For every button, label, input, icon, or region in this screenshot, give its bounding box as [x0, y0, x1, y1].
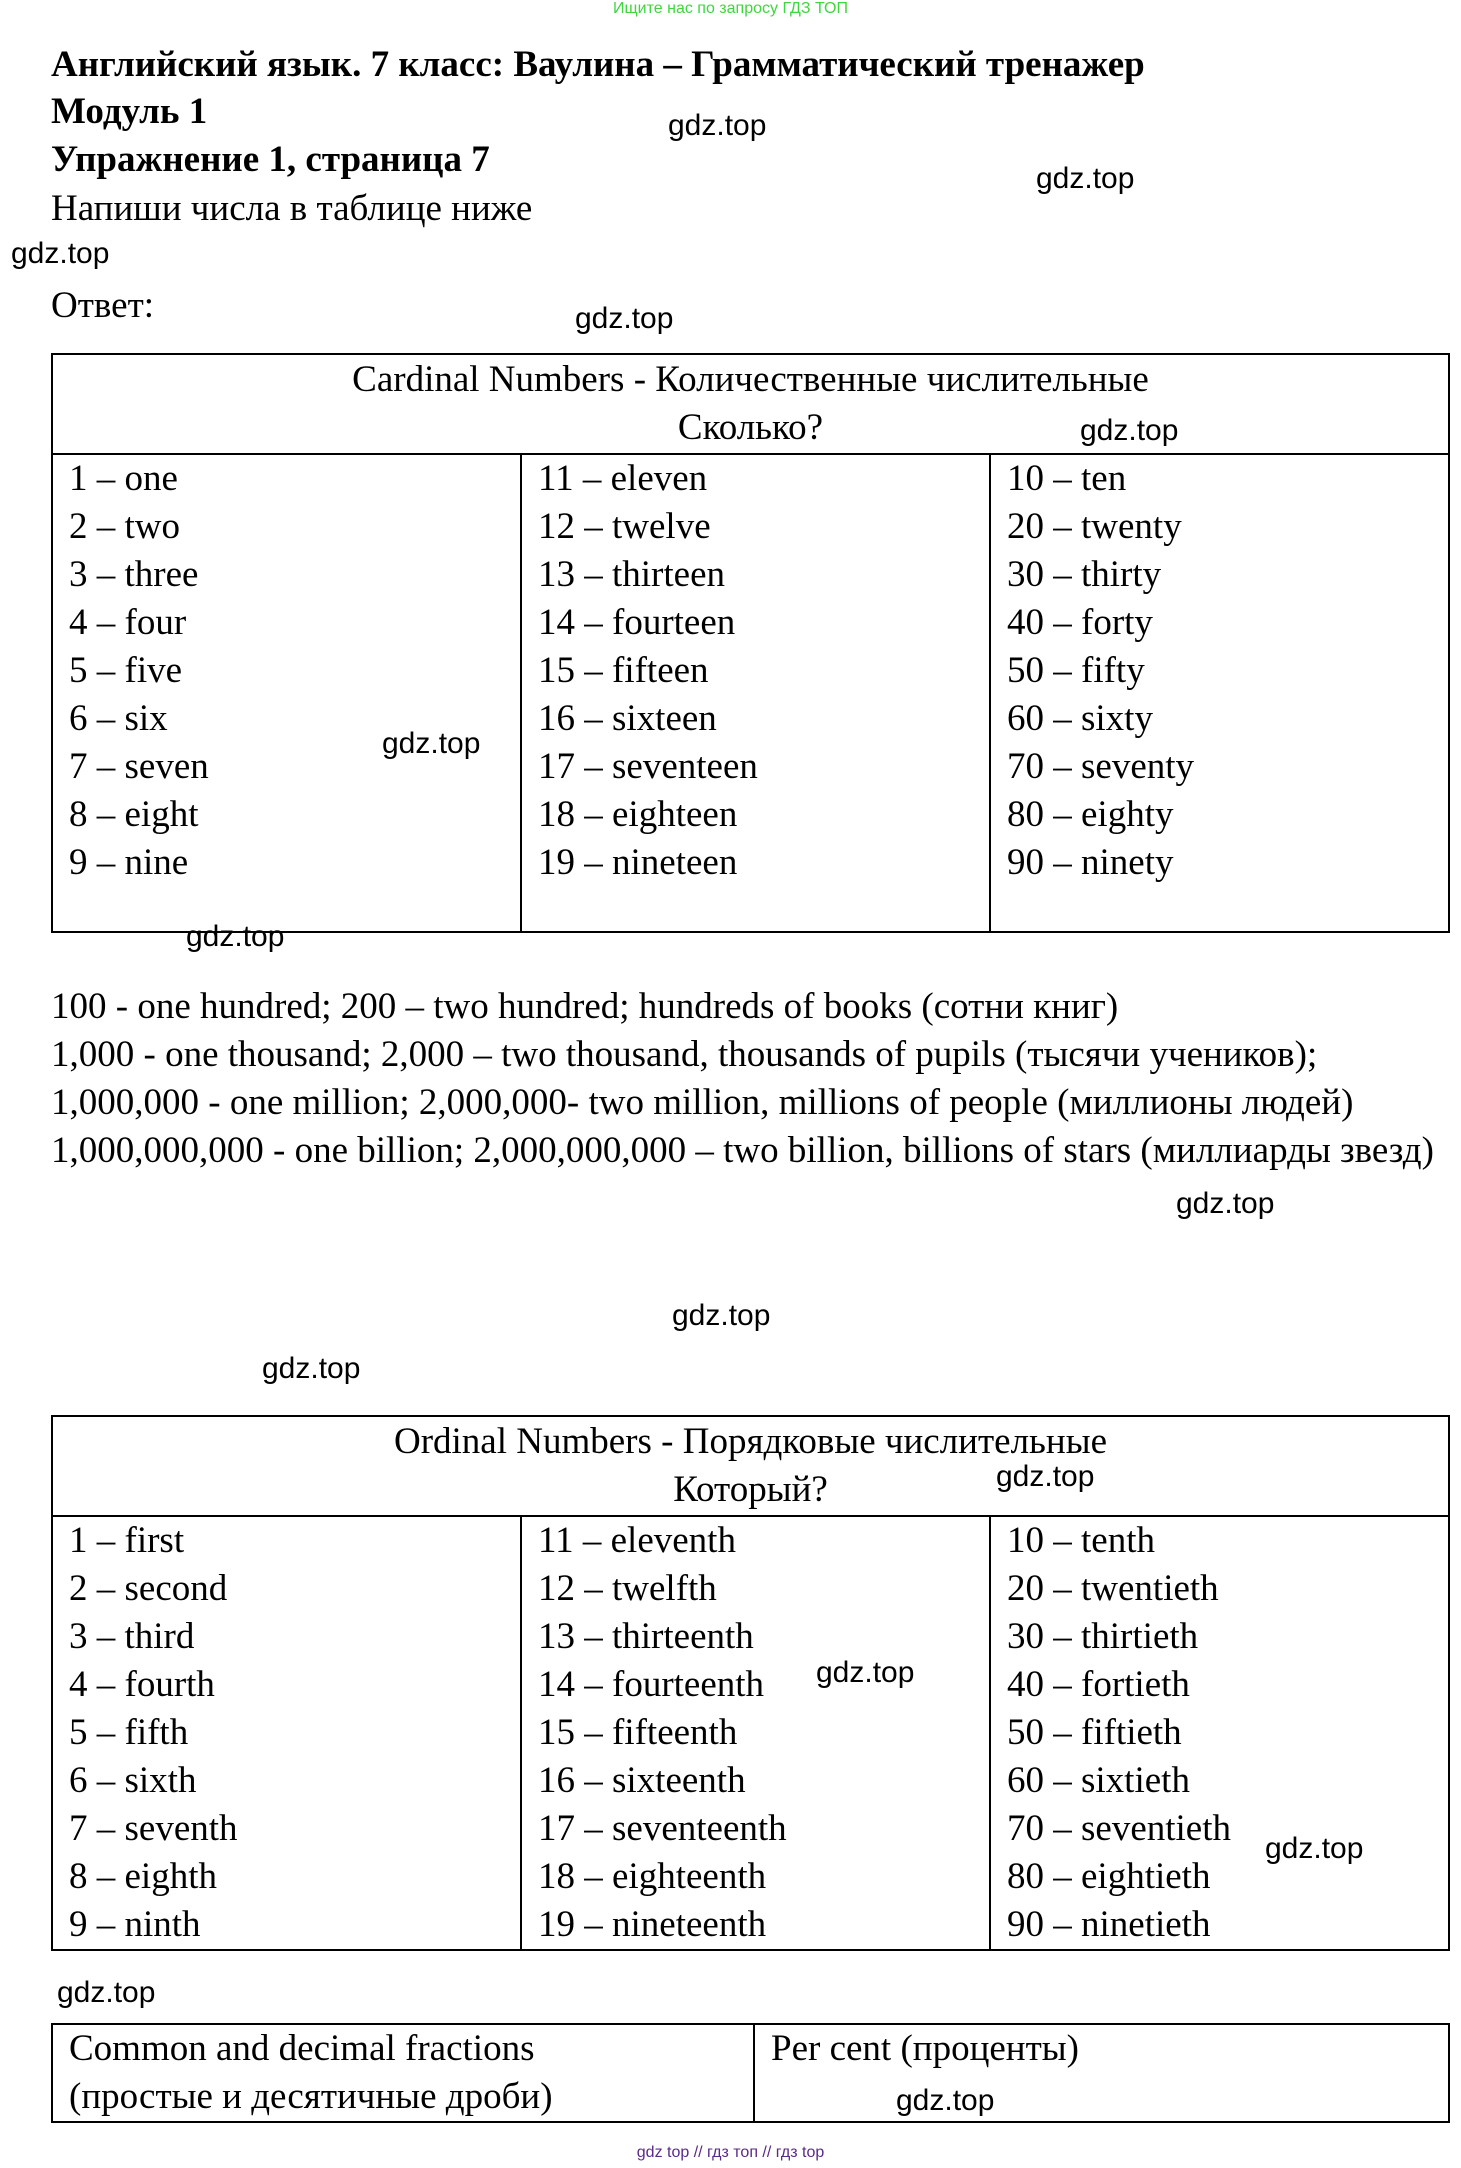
top-banner[interactable]: Ищите нас по запросу ГДЗ ТОП — [613, 0, 848, 17]
number-entry: 16 – sixteenth — [538, 1760, 746, 1801]
number-entry: 40 – forty — [1007, 602, 1153, 643]
module-heading: Модуль 1 — [51, 91, 208, 132]
number-entry: 19 – nineteen — [538, 842, 738, 883]
number-entry: 90 – ninety — [1007, 842, 1174, 883]
large-numbers-text — [51, 983, 1450, 1175]
cardinal-body — [52, 454, 1449, 932]
answer-label: Ответ: — [51, 285, 155, 326]
watermark: gdz.top — [382, 727, 481, 760]
task-text: Напиши числа в таблице ниже — [51, 188, 533, 229]
number-entry: 11 – eleven — [538, 458, 708, 499]
number-entry: 12 – twelve — [538, 506, 711, 547]
number-entry: 4 – fourth — [69, 1664, 215, 1705]
number-entry: 5 – five — [69, 650, 183, 691]
number-entry: 9 – nine — [69, 842, 189, 883]
number-entry: 50 – fiftieth — [1007, 1712, 1182, 1753]
watermark: gdz.top — [1080, 414, 1179, 447]
number-entry: 15 – fifteenth — [538, 1712, 738, 1753]
number-entry: 8 – eighth — [69, 1856, 217, 1897]
number-entry: 11 – eleventh — [538, 1520, 736, 1561]
watermark: gdz.top — [672, 1299, 771, 1332]
number-entry: 40 – fortieth — [1007, 1664, 1190, 1705]
fractions-cell — [52, 2024, 754, 2122]
number-entry: 7 – seventh — [69, 1808, 238, 1849]
fractions-label: Common and decimal fractions — [69, 2028, 535, 2069]
ordinal-header — [52, 1416, 1449, 1516]
page-title: Английский язык. 7 класс: Ваулина – Грамматический тренажер — [51, 44, 1145, 85]
number-entry: 12 – twelfth — [538, 1568, 717, 1609]
watermark: gdz.top — [896, 2084, 995, 2117]
cardinal-column — [521, 454, 990, 932]
footer-links[interactable]: gdz top // гдз топ // гдз top — [636, 2144, 825, 2161]
number-entry: 10 – ten — [1007, 458, 1127, 499]
number-entry: 19 – nineteenth — [538, 1904, 767, 1945]
watermark: gdz.top — [1176, 1187, 1275, 1220]
percent-cell: Per cent (проценты) — [754, 2024, 1449, 2122]
number-entry: 60 – sixty — [1007, 698, 1153, 739]
number-entry: 20 – twenty — [1007, 506, 1182, 547]
number-entry: 30 – thirty — [1007, 554, 1162, 595]
number-entry: 1 – one — [69, 458, 178, 499]
cardinal-question: Сколько? — [677, 407, 824, 448]
watermark: gdz.top — [575, 302, 674, 335]
watermark: gdz.top — [816, 1656, 915, 1689]
number-entry: 3 – three — [69, 554, 199, 595]
number-entry: 13 – thirteenth — [538, 1616, 754, 1657]
number-entry: 30 – thirtieth — [1007, 1616, 1199, 1657]
fractions-label-ru: (простые и десятичные дроби) — [69, 2076, 553, 2117]
watermark: gdz.top — [186, 920, 285, 953]
number-entry: 50 – fifty — [1007, 650, 1145, 691]
ordinal-table — [51, 1415, 1450, 1951]
number-entry: 90 – ninetieth — [1007, 1904, 1211, 1945]
number-entry: 6 – sixth — [69, 1760, 197, 1801]
number-entry: 14 – fourteen — [538, 602, 736, 643]
number-entry: 20 – twentieth — [1007, 1568, 1219, 1609]
paragraph: 1,000 - one thousand; 2,000 – two thousand, thousands of pupils (тысячи учеников); — [51, 1034, 1318, 1075]
cardinal-column — [990, 454, 1449, 932]
number-entry: 16 – sixteen — [538, 698, 717, 739]
number-entry: 13 – thirteen — [538, 554, 726, 595]
number-entry: 15 – fifteen — [538, 650, 709, 691]
number-entry: 80 – eightieth — [1007, 1856, 1211, 1897]
number-entry: 18 – eighteen — [538, 794, 738, 835]
number-entry: 6 – six — [69, 698, 168, 739]
watermark: gdz.top — [996, 1460, 1095, 1493]
watermark: gdz.top — [262, 1352, 361, 1385]
number-entry: 70 – seventy — [1007, 746, 1195, 787]
ordinal-column — [52, 1516, 521, 1950]
number-entry: 70 – seventieth — [1007, 1808, 1232, 1849]
number-entry: 8 – eight — [69, 794, 199, 835]
ordinal-body — [52, 1516, 1449, 1950]
number-entry: 80 – eighty — [1007, 794, 1174, 835]
watermark: gdz.top — [57, 1976, 156, 2009]
number-entry: 3 – third — [69, 1616, 195, 1657]
watermark: gdz.top — [1265, 1832, 1364, 1865]
number-entry: 60 – sixtieth — [1007, 1760, 1190, 1801]
cardinal-header — [52, 354, 1449, 454]
number-entry: 2 – two — [69, 506, 180, 547]
exercise-heading: Упражнение 1, страница 7 — [51, 139, 490, 180]
number-entry: 18 – eighteenth — [538, 1856, 767, 1897]
paragraph: 1,000,000 - one million; 2,000,000- two million, millions of people (миллионы людей) — [51, 1082, 1354, 1123]
watermark: gdz.top — [668, 109, 767, 142]
watermark: gdz.top — [1036, 162, 1135, 195]
number-entry: 14 – fourteenth — [538, 1664, 765, 1705]
ordinal-question: Который? — [673, 1469, 828, 1510]
ordinal-title: Ordinal Numbers - Порядковые числительные — [393, 1421, 1107, 1462]
number-entry: 1 – first — [69, 1520, 185, 1561]
paragraph: 100 - one hundred; 200 – two hundred; hundreds of books (сотни книг) — [51, 986, 1119, 1027]
number-entry: 10 – tenth — [1007, 1520, 1155, 1561]
number-entry: 4 – four — [69, 602, 187, 643]
paragraph: 1,000,000,000 - one billion; 2,000,000,000 – two billion, billions of stars (миллиарды звезд) — [51, 1130, 1434, 1171]
cardinal-table — [51, 353, 1450, 933]
watermark: gdz.top — [11, 237, 110, 270]
number-entry: 2 – second — [69, 1568, 228, 1609]
cardinal-column — [52, 454, 521, 932]
number-entry: 17 – seventeen — [538, 746, 758, 787]
fractions-table — [51, 2023, 1450, 2123]
ordinal-column — [990, 1516, 1449, 1950]
number-entry: 7 – seven — [69, 746, 209, 787]
number-entry: 5 – fifth — [69, 1712, 189, 1753]
cardinal-title: Cardinal Numbers - Количественные числительные — [352, 359, 1149, 400]
number-entry: 9 – ninth — [69, 1904, 201, 1945]
ordinal-column — [521, 1516, 990, 1950]
number-entry: 17 – seventeenth — [538, 1808, 787, 1849]
